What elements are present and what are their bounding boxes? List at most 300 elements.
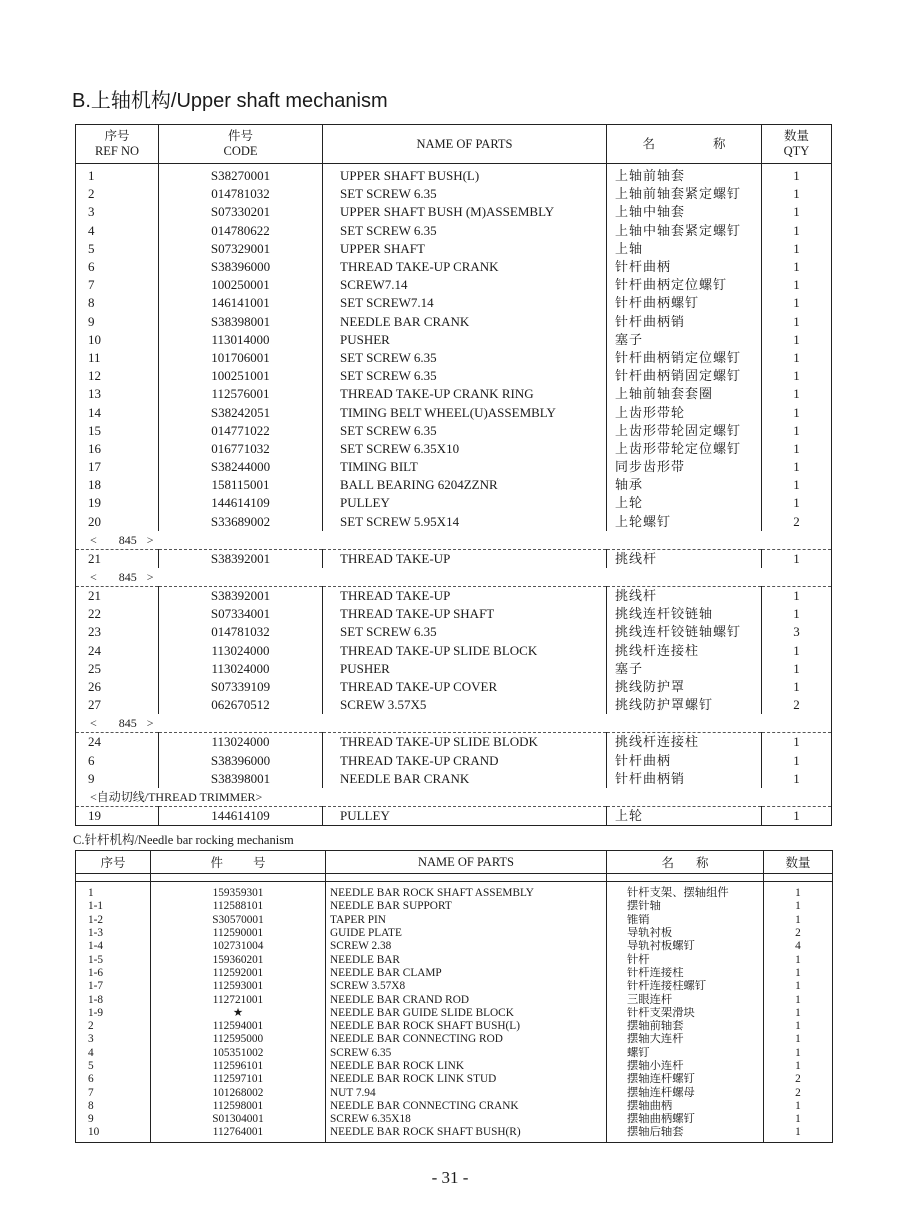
part-code: S01304001 [151, 1113, 326, 1126]
part-name-cn: 针杆支架、摆轴组件 [607, 882, 764, 901]
ref-no: 5 [76, 240, 159, 258]
ref-no: 6 [76, 258, 159, 276]
part-name: SCREW 6.35X18 [326, 1113, 607, 1126]
table-row [76, 1126, 833, 1142]
group-separator-row [76, 788, 832, 807]
part-code: 159359301 [151, 882, 326, 901]
part-name: NEEDLE BAR CONNECTING CRANK [326, 1100, 607, 1113]
part-code: 146141001 [159, 294, 323, 312]
table-row [76, 549, 832, 568]
part-name: THREAD TAKE-UP COVER [323, 678, 607, 696]
header-ref: 序号 [76, 851, 151, 874]
part-name: SET SCREW 6.35 [323, 185, 607, 203]
part-name-cn: 摆轴曲柄 [607, 1100, 764, 1113]
table-header-row [76, 125, 832, 164]
group-label [76, 568, 831, 586]
table-row [76, 1073, 833, 1086]
header-qty-en: QTY [783, 144, 810, 158]
ref-no: 1-2 [76, 914, 151, 927]
part-name-cn: 针杆曲柄 [607, 258, 762, 276]
table-row [76, 751, 832, 769]
part-name: THREAD TAKE-UP SHAFT [323, 605, 607, 623]
group-open-bracket: < [90, 569, 97, 584]
part-code: 112588101 [151, 900, 326, 913]
part-code: S07330201 [159, 203, 323, 221]
group-open-bracket: < [90, 716, 97, 731]
upper-shaft-parts-table [75, 124, 832, 826]
part-name-cn: 三眼连杆 [607, 993, 764, 1006]
part-qty: 3 [793, 624, 800, 640]
ref-no: 6 [76, 751, 159, 769]
ref-no: 13 [76, 385, 159, 403]
part-qty: 1 [793, 186, 800, 202]
part-qty: 2 [795, 1086, 801, 1099]
part-qty: 1 [793, 807, 800, 823]
ref-no: 24 [76, 642, 159, 660]
ref-no: 1-6 [76, 967, 151, 980]
part-name: NEEDLE BAR GUIDE SLIDE BLOCK [326, 1007, 607, 1020]
part-name-cn: 上齿形带轮固定螺钉 [607, 422, 762, 440]
group-close-bracket: > [146, 532, 154, 547]
part-name: THREAD TAKE-UP [323, 586, 607, 605]
part-name-cn: 针杆曲柄销定位螺钉 [607, 349, 762, 367]
part-name: NEEDLE BAR ROCK LINK [326, 1060, 607, 1073]
part-name: NEEDLE BAR CLAMP [326, 967, 607, 980]
ref-no: 7 [76, 1086, 151, 1099]
ref-no: 14 [76, 403, 159, 421]
ref-no: 1 [76, 164, 159, 186]
part-name-cn: 上轴中轴套紧定螺钉 [607, 222, 762, 240]
ref-no: 9 [76, 770, 159, 788]
part-qty: 1 [795, 1020, 801, 1033]
table-row [76, 967, 833, 980]
header-name-en: NAME OF PARTS [323, 125, 607, 164]
ref-no: 1-4 [76, 940, 151, 953]
table-row [76, 642, 832, 660]
table-row [76, 458, 832, 476]
part-name-cn: 挑线杆连接柱 [607, 642, 762, 660]
ref-no: 1 [76, 882, 151, 901]
table-row [76, 882, 833, 901]
ref-no: 16 [76, 440, 159, 458]
part-code: 016771032 [159, 440, 323, 458]
part-code: 112598001 [151, 1100, 326, 1113]
part-code: 113024000 [159, 642, 323, 660]
part-code: S30570001 [151, 914, 326, 927]
table-row [76, 1100, 833, 1113]
part-name: THREAD TAKE-UP SLIDE BLOCK [323, 642, 607, 660]
part-qty: 1 [793, 678, 800, 694]
part-name-cn: 挑线杆 [607, 586, 762, 605]
needle-bar-parts-table [75, 850, 833, 1143]
part-name-cn: 摆轴连杆螺钉 [607, 1073, 764, 1086]
part-code: 014781032 [159, 185, 323, 203]
part-name: SET SCREW7.14 [323, 294, 607, 312]
part-code: 158115001 [159, 476, 323, 494]
part-name-cn: 挑线连杆铰链轴 [607, 605, 762, 623]
part-name-cn: 上轴中轴套 [607, 203, 762, 221]
table-row [76, 1086, 833, 1099]
ref-no: 20 [76, 513, 159, 531]
part-qty: 1 [795, 1113, 801, 1126]
header-ref-cn: 序号 [104, 129, 130, 143]
part-name: UPPER SHAFT BUSH(L) [323, 164, 607, 186]
ref-no: 10 [76, 1126, 151, 1142]
page-title: B.上轴机构/Upper shaft mechanism [72, 90, 388, 112]
part-qty: 1 [793, 240, 800, 256]
part-code: 101268002 [151, 1086, 326, 1099]
part-qty: 1 [793, 422, 800, 438]
ref-no: 4 [76, 1047, 151, 1060]
part-code: 062670512 [159, 696, 323, 714]
part-code: 014781032 [159, 623, 323, 641]
part-name: NEEDLE BAR ROCK LINK STUD [326, 1073, 607, 1086]
part-code: 100250001 [159, 276, 323, 294]
part-code: S38244000 [159, 458, 323, 476]
table-row [76, 993, 833, 1006]
part-name-cn: 螺钉 [607, 1047, 764, 1060]
part-code: S07329001 [159, 240, 323, 258]
part-qty: 1 [793, 349, 800, 365]
part-name: NEEDLE BAR SUPPORT [326, 900, 607, 913]
ref-no: 8 [76, 294, 159, 312]
part-code: S38398001 [159, 313, 323, 331]
ref-no: 5 [76, 1060, 151, 1073]
ref-no: 23 [76, 623, 159, 641]
header-qty-cn: 数量 [783, 129, 809, 143]
table-row [76, 1020, 833, 1033]
header-code-1: 件 [210, 856, 223, 870]
ref-no: 1-7 [76, 980, 151, 993]
header-code-2: 号 [253, 856, 266, 870]
part-qty: 1 [793, 313, 800, 329]
ref-no: 21 [76, 549, 159, 568]
part-qty: 1 [793, 404, 800, 420]
header-name-cn-2: 称 [696, 856, 709, 870]
part-name-cn: 上轴前轴套 [607, 164, 762, 186]
part-name: PULLEY [323, 494, 607, 512]
ref-no: 18 [76, 476, 159, 494]
part-qty: 1 [793, 259, 800, 275]
table-row [76, 953, 833, 966]
group-separator-row [76, 531, 832, 550]
part-qty: 1 [795, 887, 801, 900]
table-row [76, 222, 832, 240]
ref-no: 4 [76, 222, 159, 240]
table-row [76, 385, 832, 403]
table-row [76, 367, 832, 385]
table-row [76, 914, 833, 927]
table-row [76, 806, 832, 825]
part-qty: 2 [793, 697, 800, 713]
ref-no: 10 [76, 331, 159, 349]
group-close-bracket: > [146, 569, 154, 584]
ref-no: 6 [76, 1073, 151, 1086]
part-name-cn: 针杆 [607, 953, 764, 966]
part-code: S38392001 [159, 586, 323, 605]
part-name: TIMING BELT WHEEL(U)ASSEMBLY [323, 403, 607, 421]
part-code: 014780622 [159, 222, 323, 240]
part-qty: 1 [793, 588, 800, 604]
header-name-cn-1: 名 [661, 856, 674, 870]
table-row [76, 203, 832, 221]
part-name-cn: 摆轴曲柄螺钉 [607, 1113, 764, 1126]
table-row [76, 733, 832, 752]
part-code: 102731004 [151, 940, 326, 953]
ref-no: 2 [76, 185, 159, 203]
part-code: S38398001 [159, 770, 323, 788]
part-code: 113024000 [159, 733, 323, 752]
ref-no: 1-8 [76, 993, 151, 1006]
table-row [76, 276, 832, 294]
header-name-cn-1: 名 [642, 136, 655, 151]
ref-no: 1-5 [76, 953, 151, 966]
part-name: THREAD TAKE-UP [323, 549, 607, 568]
part-name-cn: 摆轴后轴套 [607, 1126, 764, 1142]
section-c-title: C.针杆机构/Needle bar rocking mechanism [73, 833, 294, 847]
part-qty: 1 [793, 459, 800, 475]
part-name: NUT 7.94 [326, 1086, 607, 1099]
header-code-en: CODE [223, 144, 258, 158]
part-code: 112597101 [151, 1073, 326, 1086]
part-qty: 1 [795, 913, 801, 926]
part-name-cn: 上轴前轴套紧定螺钉 [607, 185, 762, 203]
table-row [76, 770, 832, 788]
part-qty: 1 [793, 642, 800, 658]
part-qty: 1 [793, 606, 800, 622]
part-name: NEEDLE BAR ROCK SHAFT BUSH(R) [326, 1126, 607, 1142]
table-row [76, 422, 832, 440]
part-qty: 1 [793, 331, 800, 347]
ref-no: 3 [76, 1033, 151, 1046]
part-name-cn: 摆轴小连杆 [607, 1060, 764, 1073]
part-code: S07339109 [159, 678, 323, 696]
part-qty: 1 [795, 1060, 801, 1072]
part-name-cn: 针杆曲柄销 [607, 313, 762, 331]
part-qty: 1 [795, 993, 801, 1006]
group-model-number: 845 [118, 569, 137, 584]
part-name: SET SCREW 6.35 [323, 349, 607, 367]
group-label: <自动切线/THREAD TRIMMER> [90, 789, 263, 804]
part-name-cn: 上轮螺钉 [607, 513, 762, 531]
part-name-cn: 挑线防护罩 [607, 678, 762, 696]
header-qty [762, 125, 832, 164]
part-name: UPPER SHAFT [323, 240, 607, 258]
part-code: S33689002 [159, 513, 323, 531]
upper-shaft-parts-body [76, 164, 832, 826]
part-name: PUSHER [323, 660, 607, 678]
ref-no: 27 [76, 696, 159, 714]
part-name: SET SCREW 6.35X10 [323, 440, 607, 458]
table-row [76, 258, 832, 276]
part-qty: 1 [793, 277, 800, 293]
part-code: S38396000 [159, 751, 323, 769]
part-name: SCREW 3.57X5 [323, 696, 607, 714]
part-name-cn: 针杆支架滑块 [607, 1007, 764, 1020]
part-code: 112576001 [159, 385, 323, 403]
part-code: 014771022 [159, 422, 323, 440]
ref-no: 15 [76, 422, 159, 440]
table-row [76, 623, 832, 641]
part-code: 112721001 [151, 993, 326, 1006]
table-row [76, 403, 832, 421]
needle-bar-parts-body [76, 882, 833, 1143]
part-code: 112593001 [151, 980, 326, 993]
header-gap-row [76, 874, 833, 882]
part-code: S07334001 [159, 605, 323, 623]
part-qty: 1 [793, 550, 800, 566]
part-name: THREAD TAKE-UP SLIDE BLODK [323, 733, 607, 752]
group-model-number: 845 [118, 532, 137, 547]
table-row [76, 513, 832, 531]
part-qty: 1 [795, 953, 801, 966]
header-name-cn [607, 851, 764, 874]
ref-no: 8 [76, 1100, 151, 1113]
table-row [76, 164, 832, 186]
part-name-cn: 针杆连接柱螺钉 [607, 980, 764, 993]
part-name-cn: 挑线连杆铰链轴螺钉 [607, 623, 762, 641]
part-qty: 1 [793, 752, 800, 768]
group-separator-row [76, 714, 832, 733]
header-ref-en: REF NO [94, 144, 140, 158]
ref-no: 3 [76, 203, 159, 221]
header-name-en: NAME OF PARTS [326, 851, 607, 874]
part-qty: 4 [795, 940, 801, 953]
part-qty: 1 [793, 295, 800, 311]
part-name: GUIDE PLATE [326, 927, 607, 940]
part-qty: 1 [795, 1033, 801, 1046]
header-name-cn-2: 称 [713, 136, 726, 151]
table-row [76, 494, 832, 512]
part-name: NEEDLE BAR CONNECTING ROD [326, 1033, 607, 1046]
part-code: 112594001 [151, 1020, 326, 1033]
part-name: NEEDLE BAR CRANK [323, 770, 607, 788]
part-name: SET SCREW 5.95X14 [323, 513, 607, 531]
part-name: NEEDLE BAR CRAND ROD [326, 993, 607, 1006]
part-name: SET SCREW 6.35 [323, 367, 607, 385]
part-qty: 1 [795, 980, 801, 993]
table-row [76, 605, 832, 623]
part-name-cn: 摆轴前轴套 [607, 1020, 764, 1033]
part-qty: 1 [793, 386, 800, 402]
page-number: - 31 - [431, 1168, 469, 1187]
part-name: SCREW7.14 [323, 276, 607, 294]
table-row [76, 927, 833, 940]
header-code-cn: 件号 [227, 129, 253, 143]
table-row [76, 1047, 833, 1060]
part-code: 112764001 [151, 1126, 326, 1142]
part-code: S38392001 [159, 549, 323, 568]
part-qty: 1 [793, 495, 800, 511]
table-row [76, 476, 832, 494]
part-name-cn: 摆针轴 [607, 900, 764, 913]
part-name-cn: 针杆曲柄销固定螺钉 [607, 367, 762, 385]
table-row [76, 1033, 833, 1046]
part-qty: 2 [795, 1073, 801, 1086]
ref-no: 9 [76, 313, 159, 331]
part-code: 112595000 [151, 1033, 326, 1046]
part-qty: 1 [793, 734, 800, 750]
part-qty: 1 [795, 1046, 801, 1059]
table-row [76, 660, 832, 678]
part-name-cn: 塞子 [607, 331, 762, 349]
part-code: 144614109 [159, 806, 323, 825]
part-name-cn: 导轨衬板 [607, 927, 764, 940]
table-row [76, 940, 833, 953]
ref-no: 19 [76, 494, 159, 512]
part-code: 112590001 [151, 927, 326, 940]
group-separator-row [76, 568, 832, 587]
ref-no: 11 [76, 349, 159, 367]
table-row [76, 678, 832, 696]
ref-no: 26 [76, 678, 159, 696]
part-qty: 2 [795, 927, 801, 940]
part-name: NEEDLE BAR CRANK [323, 313, 607, 331]
part-name-cn: 上轴前轴套套圈 [607, 385, 762, 403]
part-name-cn: 针杆连接柱 [607, 967, 764, 980]
part-name: THREAD TAKE-UP CRANK [323, 258, 607, 276]
ref-no: 17 [76, 458, 159, 476]
table-row [76, 331, 832, 349]
table-row [76, 440, 832, 458]
header-name-cn [607, 125, 762, 164]
table-row [76, 313, 832, 331]
part-name-cn: 摆轴连杆螺母 [607, 1086, 764, 1099]
ref-no: 2 [76, 1020, 151, 1033]
table-row [76, 185, 832, 203]
part-name: SET SCREW 6.35 [323, 623, 607, 641]
part-qty: 1 [795, 1099, 801, 1112]
table-row [76, 1113, 833, 1126]
part-name-cn: 针杆曲柄销 [607, 770, 762, 788]
part-name: NEEDLE BAR ROCK SHAFT BUSH(L) [326, 1020, 607, 1033]
ref-no: 7 [76, 276, 159, 294]
part-code: 101706001 [159, 349, 323, 367]
table-row [76, 696, 832, 714]
part-name-cn: 挑线防护罩螺钉 [607, 696, 762, 714]
group-open-bracket: < [90, 532, 97, 547]
part-qty: 1 [795, 966, 801, 979]
part-name: UPPER SHAFT BUSH (M)ASSEMBLY [323, 203, 607, 221]
table-header-row [76, 851, 833, 874]
part-code: 112592001 [151, 967, 326, 980]
table-row [76, 1007, 833, 1020]
part-qty: 1 [793, 222, 800, 238]
part-name: TAPER PIN [326, 914, 607, 927]
header-qty: 数量 [764, 851, 833, 874]
part-qty: 1 [793, 477, 800, 493]
part-name-cn: 针杆曲柄定位螺钉 [607, 276, 762, 294]
part-code: 144614109 [159, 494, 323, 512]
part-name: BALL BEARING 6204ZZNR [323, 476, 607, 494]
part-name: PULLEY [323, 806, 607, 825]
ref-no: 22 [76, 605, 159, 623]
part-qty: 1 [793, 204, 800, 220]
part-name-cn: 挑线杆 [607, 549, 762, 568]
part-code: 112596101 [151, 1060, 326, 1073]
part-name: NEEDLE BAR [326, 953, 607, 966]
part-qty: 2 [793, 513, 800, 529]
part-name-cn: 塞子 [607, 660, 762, 678]
group-model-number: 845 [118, 716, 137, 731]
part-name: SCREW 6.35 [326, 1047, 607, 1060]
part-qty: 1 [793, 770, 800, 786]
ref-no: 25 [76, 660, 159, 678]
part-qty: 1 [793, 368, 800, 384]
part-code: S38270001 [159, 164, 323, 186]
part-name: PUSHER [323, 331, 607, 349]
table-row [76, 586, 832, 605]
